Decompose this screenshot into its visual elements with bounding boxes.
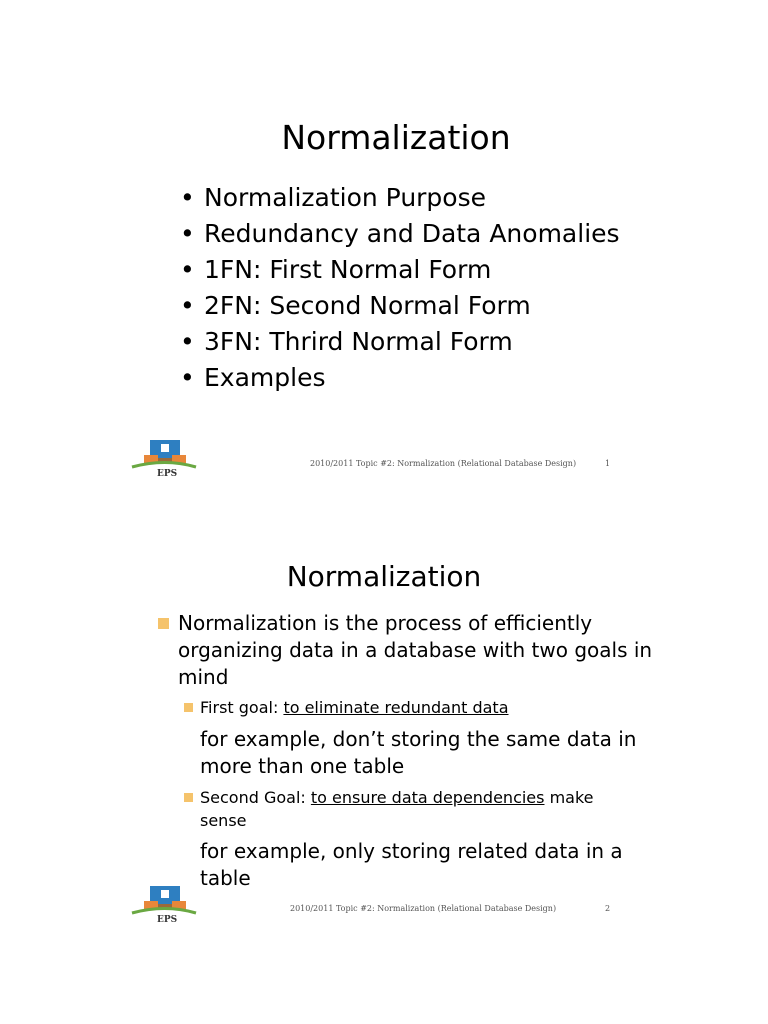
- example-text-2: for example, only storing related data in a table: [200, 839, 623, 890]
- list-item: • Redundancy and Data Anomalies: [180, 216, 620, 252]
- list-item: • 2FN: Second Normal Form: [180, 288, 620, 324]
- sub-bullet-goal-2: Second Goal: to ensure data dependencies make sense: [200, 786, 594, 832]
- list-item: • 1FN: First Normal Form: [180, 252, 620, 288]
- example-text-1: for example, don’t storing the same data in more than one table: [200, 727, 637, 778]
- list-item: • Examples: [180, 360, 620, 396]
- bullet-dot-icon: •: [180, 327, 195, 356]
- bullet-list: [180, 180, 620, 396]
- list-item: • 3FN: Thrird Normal Form: [180, 324, 620, 360]
- page-number: 1: [605, 459, 611, 468]
- slide-footer: 2010/2011 Topic #2: Normalization (Relational Database Design): [290, 904, 557, 913]
- slide-title: Normalization: [286, 560, 482, 593]
- slide-2: [0, 512, 768, 1024]
- bullet-square-icon: [184, 793, 193, 802]
- slide-footer: 2010/2011 Topic #2: Normalization (Relational Database Design): [310, 459, 577, 468]
- logo-text: EPS: [157, 469, 178, 479]
- bullet-dot-icon: •: [180, 255, 195, 284]
- bullet-dot-icon: •: [180, 183, 195, 212]
- sub-bullet-goal-1: First goal: to eliminate redundant data: [200, 696, 509, 719]
- slide-title: Normalization: [281, 118, 511, 157]
- page-number: 2: [605, 904, 611, 913]
- bullet-square-icon: [158, 618, 169, 629]
- bullet-square-icon: [184, 703, 193, 712]
- bullet-dot-icon: •: [180, 363, 195, 392]
- main-bullet: Normalization is the process of efficiently organizing data in a database with two goals in mind: [178, 610, 652, 691]
- bullet-dot-icon: •: [180, 219, 195, 248]
- logo-text: EPS: [157, 915, 178, 925]
- bullet-dot-icon: •: [180, 291, 195, 320]
- list-item: • Normalization Purpose: [180, 180, 620, 216]
